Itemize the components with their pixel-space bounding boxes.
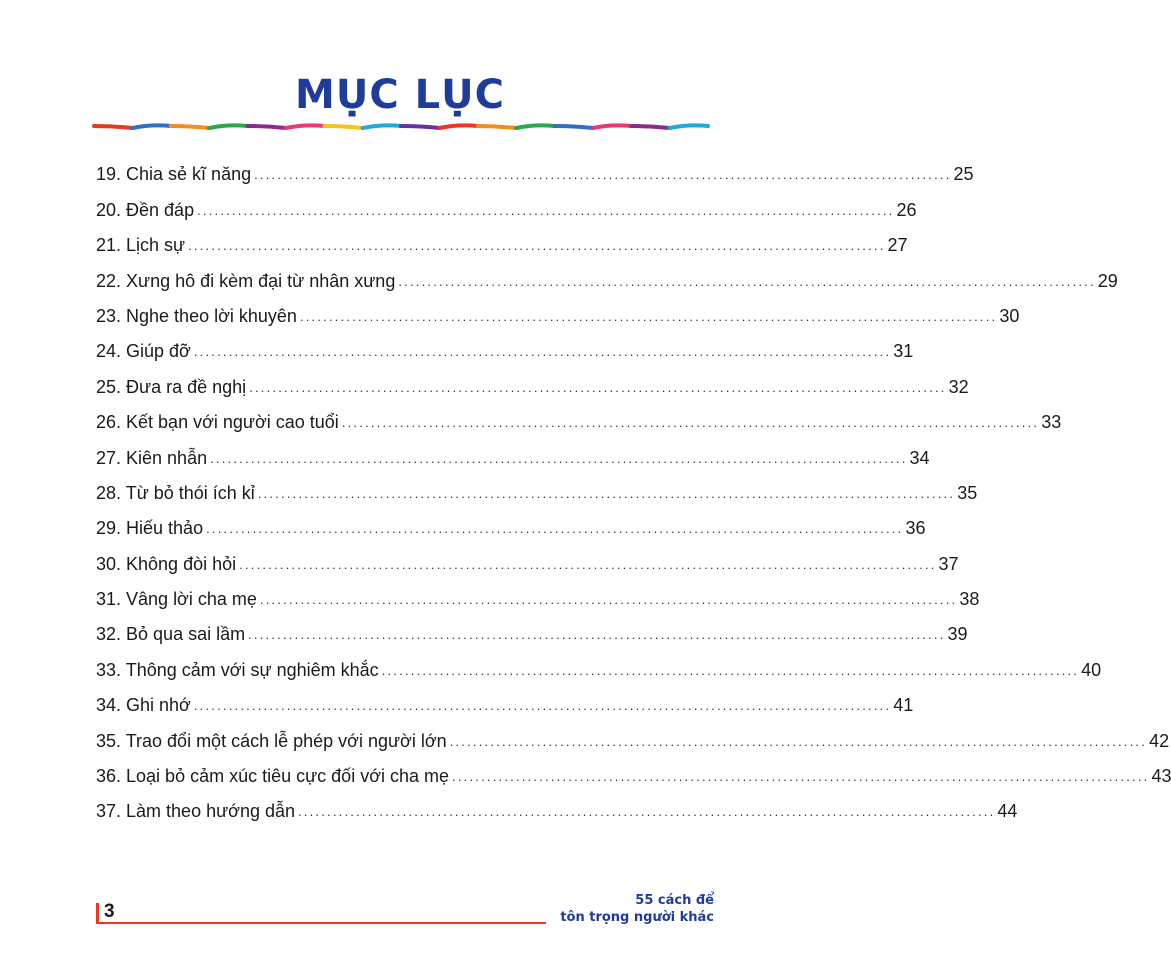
dot-leader: ........................................................................................................................: [206, 521, 904, 537]
toc-entry-page: 34: [909, 447, 930, 468]
footer-page-marker: [96, 903, 546, 927]
toc-entry[interactable]: [96, 256, 1118, 291]
stripe-segment: [132, 125, 170, 128]
decorative-stripe: [94, 121, 708, 133]
dot-leader: ........................................................................................................................: [257, 485, 956, 501]
toc-entry[interactable]: [96, 362, 969, 397]
toc-entry[interactable]: [96, 681, 914, 716]
toc-entry[interactable]: [96, 504, 926, 539]
toc-entry[interactable]: [96, 610, 968, 645]
toc-entry-page: 25: [953, 164, 974, 185]
dot-leader: ........................................................................................................................: [188, 238, 886, 254]
dot-leader: ........................................................................................................................: [398, 273, 1096, 289]
stripe-segment: [516, 125, 554, 128]
toc-entry-title: 24. Giúp đỡ: [96, 341, 191, 362]
dot-leader: ........................................................................................................................: [259, 592, 958, 608]
book-title-line1: 55 cách để: [635, 893, 714, 908]
toc-entry[interactable]: [96, 645, 1102, 680]
toc-entry-page: 33: [1041, 412, 1062, 433]
toc-entry-page: 43: [1151, 766, 1171, 787]
toc-entry[interactable]: [96, 539, 959, 574]
stripe-segment: [401, 126, 439, 128]
toc-entry-page: 41: [893, 695, 914, 716]
dot-leader: ........................................................................................................................: [197, 202, 895, 218]
page-title: MỤC LỤC: [295, 72, 505, 118]
dot-leader: ........................................................................................................................: [452, 769, 1150, 785]
toc-entry-title: 19. Chia sẻ kĩ năng: [96, 164, 252, 185]
dot-leader: ........................................................................................................................: [254, 167, 952, 183]
table-of-contents: [96, 150, 1171, 822]
stripe-segment: [248, 126, 286, 128]
toc-entry-page: 40: [1081, 659, 1102, 680]
page-number: 3: [104, 901, 115, 922]
toc-entry-title: 29. Hiếu thảo: [96, 518, 204, 539]
toc-entry[interactable]: [96, 150, 974, 185]
dot-leader: ........................................................................................................................: [299, 308, 998, 324]
toc-entry[interactable]: [96, 185, 917, 220]
stripe-segment: [363, 125, 401, 128]
stripe-segment: [631, 126, 669, 128]
toc-entry-title: 20. Đền đáp: [96, 199, 195, 220]
dot-leader: ........................................................................................................................: [249, 379, 947, 395]
toc-entry-page: 30: [999, 305, 1020, 326]
toc-entry[interactable]: [96, 398, 1062, 433]
stripe-segment: [324, 126, 362, 128]
toc-entry-page: 36: [905, 518, 926, 539]
dot-leader: ........................................................................................................................: [248, 627, 946, 643]
stripe-segment: [209, 125, 247, 128]
toc-entry-title: 26. Kết bạn với người cao tuổi: [96, 412, 339, 433]
toc-entry[interactable]: [96, 469, 978, 504]
toc-entry[interactable]: [96, 787, 1018, 822]
toc-entry-title: 22. Xưng hô đi kèm đại từ nhân xưng: [96, 270, 396, 291]
toc-entry-title: 32. Bỏ qua sai lầm: [96, 624, 246, 645]
toc-entry[interactable]: [96, 433, 930, 468]
toc-entry-page: 37: [938, 553, 959, 574]
toc-entry-page: 26: [896, 199, 917, 220]
dot-leader: ........................................................................................................................: [449, 733, 1148, 749]
stripe-segment: [171, 126, 209, 128]
toc-entry-page: 38: [959, 589, 980, 610]
toc-entry[interactable]: [96, 221, 908, 256]
stripe-segment: [670, 125, 708, 128]
footer-accent-bar: [96, 903, 99, 923]
toc-entry-title: 35. Trao đổi một cách lễ phép với người lớn: [96, 730, 447, 751]
toc-entry[interactable]: [96, 752, 1171, 787]
dot-leader: ........................................................................................................................: [239, 556, 937, 572]
toc-entry[interactable]: [96, 716, 1170, 751]
toc-entry-page: 31: [893, 341, 914, 362]
stripe-segment: [555, 126, 593, 128]
toc-entry-title: 21. Lịch sự: [96, 235, 186, 256]
dot-leader: ........................................................................................................................: [193, 698, 892, 714]
book-title: [560, 892, 714, 926]
dot-leader: ........................................................................................................................: [210, 450, 908, 466]
stripe-segment: [593, 125, 631, 128]
toc-entry[interactable]: [96, 327, 914, 362]
dot-leader: ........................................................................................................................: [341, 415, 1040, 431]
toc-entry-title: 31. Vâng lời cha mẹ: [96, 589, 257, 610]
toc-entry-title: 23. Nghe theo lời khuyên: [96, 305, 297, 326]
toc-entry-page: 27: [887, 235, 908, 256]
toc-entry-page: 32: [948, 376, 969, 397]
toc-entry-title: 25. Đưa ra đề nghị: [96, 376, 247, 397]
toc-entry-page: 35: [957, 482, 978, 503]
dot-leader: ........................................................................................................................: [193, 344, 892, 360]
stripe-segment: [94, 126, 132, 128]
stripe-segment: [478, 126, 516, 128]
toc-entry-title: 30. Không đòi hỏi: [96, 553, 237, 574]
footer-rule: [96, 922, 546, 924]
toc-entry-page: 44: [997, 801, 1018, 822]
toc-entry-title: 34. Ghi nhớ: [96, 695, 191, 716]
toc-entry[interactable]: [96, 575, 980, 610]
toc-entry-title: 36. Loại bỏ cảm xúc tiêu cực đối với cha mẹ: [96, 766, 450, 787]
toc-entry[interactable]: [96, 292, 1020, 327]
toc-entry-title: 37. Làm theo hướng dẫn: [96, 801, 295, 822]
toc-entry-page: 29: [1097, 270, 1118, 291]
book-title-line2: tôn trọng người khác: [560, 910, 714, 925]
toc-entry-title: 27. Kiên nhẫn: [96, 447, 208, 468]
stripe-segment: [439, 125, 477, 128]
dot-leader: ........................................................................................................................: [381, 662, 1080, 678]
stripe-segment: [286, 125, 324, 128]
toc-entry-title: 33. Thông cảm với sự nghiêm khắc: [96, 659, 379, 680]
toc-entry-page: 39: [947, 624, 968, 645]
dot-leader: ........................................................................................................................: [298, 804, 996, 820]
toc-entry-page: 42: [1149, 730, 1170, 751]
toc-entry-title: 28. Từ bỏ thói ích kỉ: [96, 482, 255, 503]
